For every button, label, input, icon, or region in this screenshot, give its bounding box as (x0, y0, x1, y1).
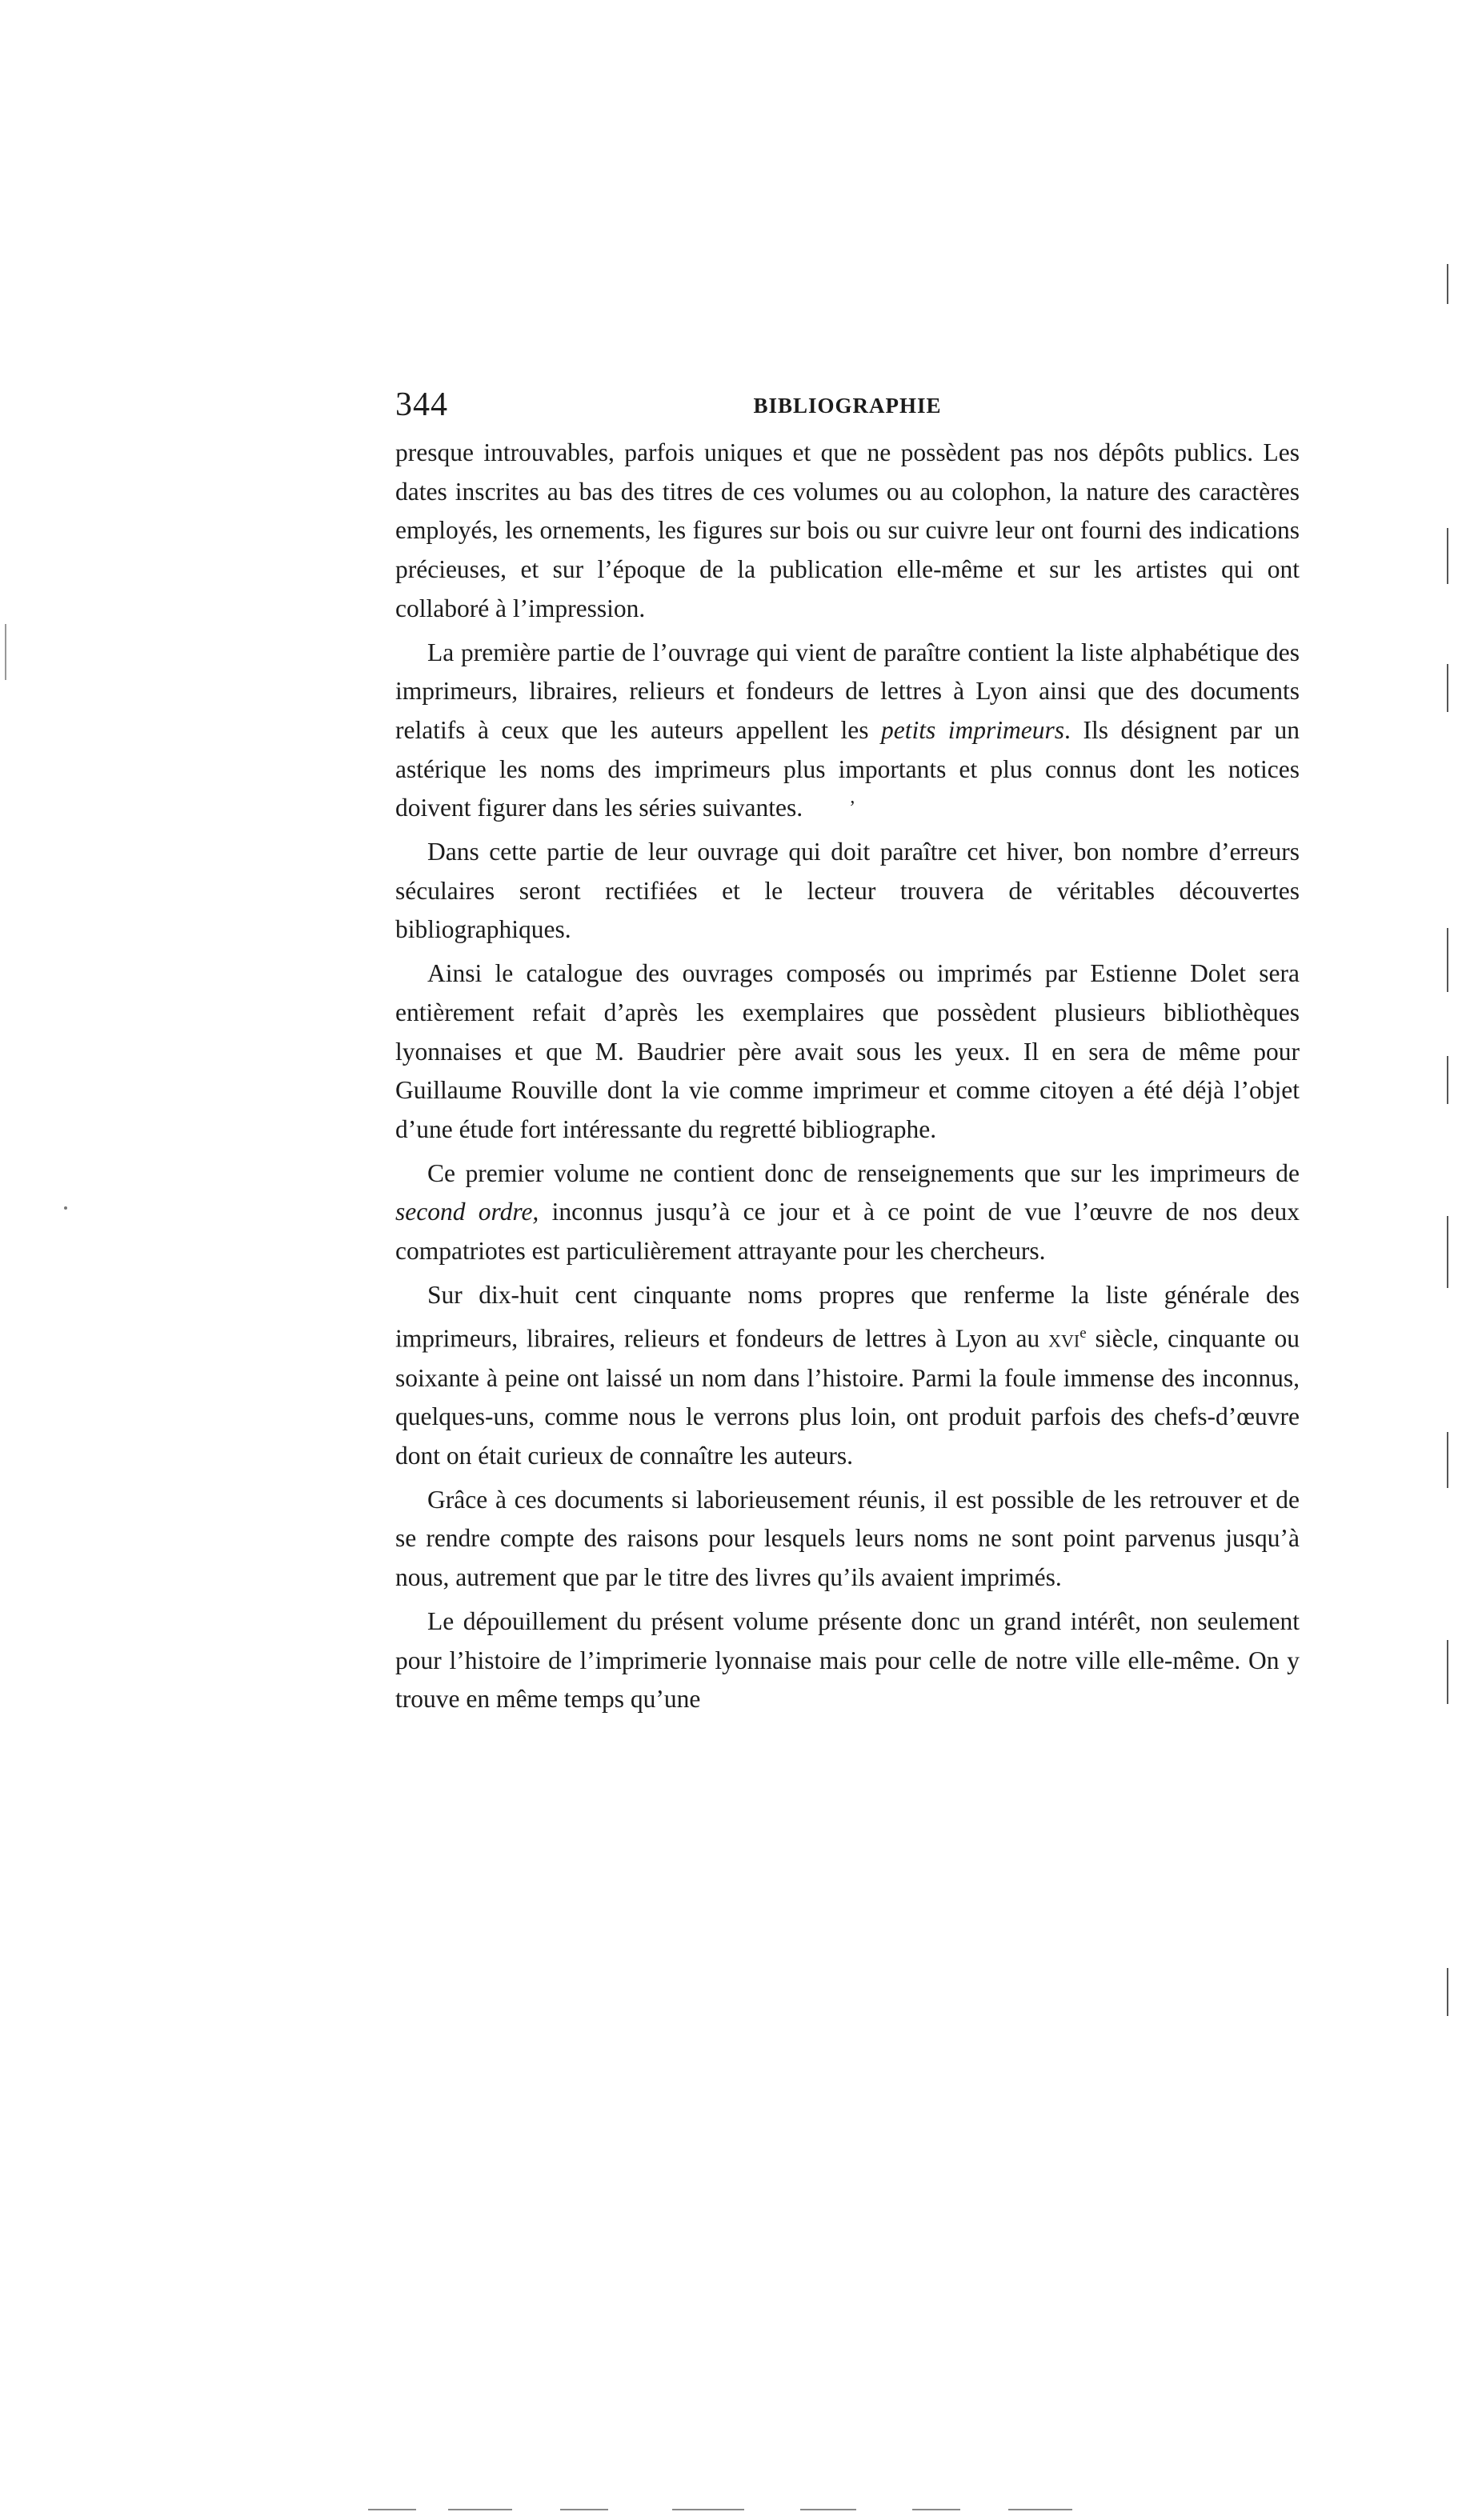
scan-edge-mark (1447, 1216, 1448, 1288)
paragraph (395, 954, 1300, 1150)
text-segment: e (1079, 1325, 1087, 1342)
text-segment: La première partie de l’ouvrage qui vient de paraître contient la liste alphabétique des imprimeurs, libraires, relieurs et fondeurs de lettres à Lyon ainsi que des documents relatifs à ceux que les auteurs appellent les (395, 638, 1300, 744)
text-segment: presque introuvables, parfois uniques et que ne possèdent pas nos dépôts publics. Les dates inscrites au bas des titres de ces volumes ou au colophon, la nature des caractères employés, les ornements, les figures sur bois ou sur cuivre leur ont fourni des indications précieuses, et sur l’époque de la publication elle-même et sur les artistes qui ont collaboré à l’impression. (395, 438, 1300, 622)
ink-mark: ’ (849, 798, 856, 819)
paragraph (395, 1154, 1300, 1271)
italic-text: petits imprimeurs (881, 715, 1065, 744)
scan-edge-dash (368, 2509, 416, 2510)
scan-speck (64, 1206, 67, 1210)
paragraph (395, 1602, 1300, 1719)
paragraph (395, 1276, 1300, 1476)
scan-edge-dash (560, 2509, 608, 2510)
text-segment: Ainsi le catalogue des ouvrages composés ou imprimés par Estienne Dolet sera entièrement refait d’après les exemplaires que possèdent plusieurs bibliothèques lyonnaises et que M. Baudrier père avait sous les yeux. Il en sera de même pour Guillaume Rouville dont la vie comme imprimeur et comme citoyen a été déjà l’objet d’une étude fort intéressante du regretté bibliographe. (395, 959, 1300, 1143)
scan-edge-dash (912, 2509, 960, 2510)
scan-edge-dash (448, 2509, 512, 2510)
scan-edge-mark (1447, 1968, 1448, 2016)
text-segment: Ce premier volume ne contient donc de renseignements que sur les imprimeurs de (427, 1158, 1300, 1187)
italic-text: second ordre, (395, 1198, 539, 1226)
paragraph (395, 833, 1300, 950)
text-segment: xvi (1048, 1324, 1080, 1353)
page-number: 344 (395, 386, 448, 423)
scan-edge-dash (800, 2509, 856, 2510)
paragraph (395, 434, 1300, 629)
scan-edge-dash (1008, 2509, 1072, 2510)
scan-edge-mark (1447, 264, 1448, 304)
book-page (395, 386, 1300, 1724)
text-segment: Grâce à ces documents si laborieusement réunis, il est possible de les retrouver et de se rendre compte des raisons pour lesquels leurs noms ne sont point parvenus jusqu’à nous, autrement que par le titre des livres qu’ils avaient imprimés. (395, 1485, 1300, 1592)
text-segment: . Ils désignent par un astérique les noms des imprimeurs plus importants et plus connus dont les notices doivent figurer dans les séries suivantes. (395, 715, 1300, 822)
text-segment: Dans cette partie de leur ouvrage qui doit paraître cet hiver, bon nombre d’erreurs séculaires seront rectifiées et le lecteur trouvera de véritables découvertes bibliographiques. (395, 838, 1300, 944)
body-text (395, 434, 1300, 1719)
running-head: BIBLIOGRAPHIE (753, 394, 942, 418)
scan-edge-dash (672, 2509, 744, 2510)
scan-edge-mark (1447, 1432, 1448, 1488)
page-header (395, 386, 1300, 434)
text-segment: inconnus jusqu’à ce jour et à ce point de vue l’œuvre de nos deux compatriotes est particulièrement attrayante pour les chercheurs. (395, 1198, 1300, 1266)
paragraph (395, 634, 1300, 829)
text-segment: Sur dix-huit cent cinquante noms propres que renferme la liste générale des imprimeurs, libraires, relieurs et fondeurs de lettres à Lyon au (395, 1280, 1300, 1353)
paragraph (395, 1481, 1300, 1598)
scan-edge-mark (1447, 664, 1448, 712)
text-segment: siècle, cinquante ou soixante à peine ont laissé un nom dans l’histoire. Parmi la foule immense des inconnus, quelques-uns, comme nous le verrons plus loin, ont produit parfois des chefs-d’œuvre dont on était curieux de connaître les auteurs. (395, 1324, 1300, 1470)
scan-edge-mark (1447, 528, 1448, 584)
scan-edge-mark (1447, 1056, 1448, 1104)
scan-edge-mark (1447, 928, 1448, 992)
text-segment: Le dépouillement du présent volume présente donc un grand intérêt, non seulement pour l’histoire de l’imprimerie lyonnaise mais pour celle de notre ville elle-même. On y trouve en même temps qu’une (395, 1606, 1300, 1714)
scan-edge-mark (1447, 1640, 1448, 1704)
scan-edge-mark (5, 624, 6, 680)
